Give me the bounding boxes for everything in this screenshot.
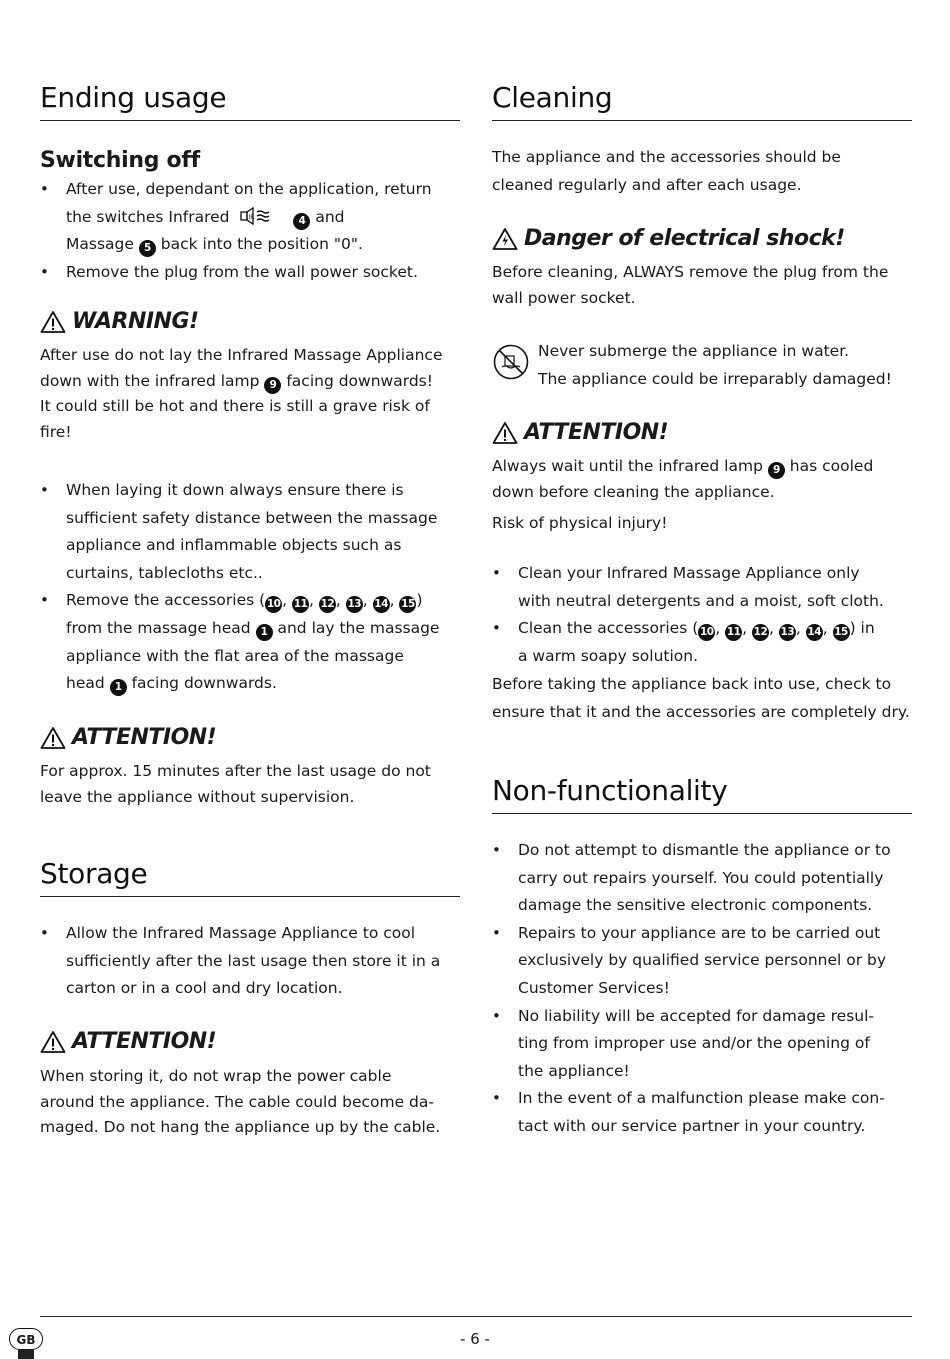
page-number: - 6 - xyxy=(460,1330,490,1348)
country-badge-tab xyxy=(18,1350,34,1359)
list-item: • Allow the Infrared Massage Appliance to cool sufficiently after the last usage then store it in a carton or in a cool and dry location. xyxy=(40,920,460,1003)
danger-heading: Danger of electrical shock! xyxy=(492,225,912,253)
list-item: • No liability will be accepted for damage resul- ting from improper use and/or the opening of the appliance! xyxy=(492,1003,912,1086)
storage-list xyxy=(40,920,460,1003)
electric-shock-warning-icon xyxy=(492,227,518,251)
footer-divider xyxy=(40,1316,912,1317)
attention-heading: ATTENTION! xyxy=(40,1028,460,1056)
list-item: • Clean your Infrared Massage Appliance only with neutral detergents and a moist, soft cloth. xyxy=(492,560,912,615)
risk-text: Risk of physical injury! xyxy=(492,514,668,532)
cleaning-list xyxy=(492,560,912,670)
callout-number: 9 xyxy=(768,462,785,479)
callout-number: 11 xyxy=(725,624,742,641)
section-title-non-functionality: Non-functionality xyxy=(492,773,912,814)
callout-number: 10 xyxy=(698,624,715,641)
callout-number: 10 xyxy=(265,596,282,613)
callout-number: 11 xyxy=(292,596,309,613)
non-functionality-list xyxy=(492,837,912,1141)
warning-text: After use do not lay the Infrared Massage Appliance down with the infrared lamp 9 facing downwards! It could still be hot and there is still a grave risk of fire! xyxy=(40,346,443,441)
warning-heading: WARNING! xyxy=(40,308,460,336)
attention-heading: ATTENTION! xyxy=(492,419,912,447)
list-item: • When laying it down always ensure there is sufficient safety distance between the massage appliance and inflammable objects such as curtains, tablecloths etc.. xyxy=(40,477,460,587)
section-title-ending-usage: Ending usage xyxy=(40,80,460,121)
infrared-switch-icon xyxy=(240,206,284,226)
svg-text:IR: IR xyxy=(248,213,255,221)
no-submerge-text: Never submerge the appliance in water. The appliance could be irreparably damaged! xyxy=(538,342,892,388)
section-title-cleaning: Cleaning xyxy=(492,80,912,121)
callout-number: 4 xyxy=(293,213,310,230)
attention-text: When storing it, do not wrap the power cable around the appliance. The cable could become da- maged. Do not hang the appliance up by the cable. xyxy=(40,1067,441,1136)
callout-number: 14 xyxy=(373,596,390,613)
no-submerge-notice xyxy=(492,338,912,398)
callout-number: 12 xyxy=(319,596,336,613)
callout-number: 1 xyxy=(110,679,127,696)
warning-triangle-icon xyxy=(492,421,518,445)
callout-number: 1 xyxy=(256,624,273,641)
list-item: • After use, dependant on the application, return the switches Infrared IR 4 and Massage 5 back into the position "0". xyxy=(40,176,460,259)
callout-number: 5 xyxy=(139,240,156,257)
subsection-title-switching-off: Switching off xyxy=(40,148,200,173)
danger-text: Before cleaning, ALWAYS remove the plug from the wall power socket. xyxy=(492,263,889,307)
section-title-storage: Storage xyxy=(40,856,460,897)
no-submerge-icon xyxy=(492,343,530,381)
list-item: • Do not attempt to dismantle the appliance or to carry out repairs yourself. You could potentially damage the sensitive electronic components. xyxy=(492,837,912,920)
callout-number: 13 xyxy=(346,596,363,613)
callout-number: 12 xyxy=(752,624,769,641)
list-item: • Repairs to your appliance are to be carried out exclusively by qualified service personnel or by Customer Services! xyxy=(492,920,912,1003)
callout-number: 15 xyxy=(833,624,850,641)
warning-triangle-icon xyxy=(40,726,66,750)
callout-number: 15 xyxy=(399,596,416,613)
attention-text: Always wait until the infrared lamp 9 has cooled down before cleaning the appliance. xyxy=(492,457,874,501)
list-item: • Remove the plug from the wall power socket. xyxy=(40,259,460,287)
cleaning-after-text: Before taking the appliance back into use, check to ensure that it and the accessories are completely dry. xyxy=(492,675,910,721)
list-item: • Remove the accessories ( 10 , 11 , 12 , 13 , 14 , 15 ) from the massage head 1 and lay the massage appliance with the flat area of the massage head 1 facing downwards. xyxy=(40,587,460,697)
attention-heading: ATTENTION! xyxy=(40,724,460,752)
callout-number: 13 xyxy=(779,624,796,641)
list-item: • In the event of a malfunction please make con- tact with our service partner in your country. xyxy=(492,1085,912,1140)
cleaning-intro: The appliance and the accessories should be cleaned regularly and after each usage. xyxy=(492,148,841,194)
warning-triangle-icon xyxy=(40,310,66,334)
attention-text: For approx. 15 minutes after the last usage do not leave the appliance without supervision. xyxy=(40,762,431,806)
laying-down-list xyxy=(40,477,460,698)
callout-number: 14 xyxy=(806,624,823,641)
list-item: • Clean the accessories ( 10 , 11 , 12 , 13 , 14 , 15 ) in a warm soapy solution. xyxy=(492,615,912,670)
switching-off-list xyxy=(40,176,460,286)
warning-triangle-icon xyxy=(40,1030,66,1054)
country-badge: GB xyxy=(9,1328,43,1350)
callout-number: 9 xyxy=(264,377,281,394)
